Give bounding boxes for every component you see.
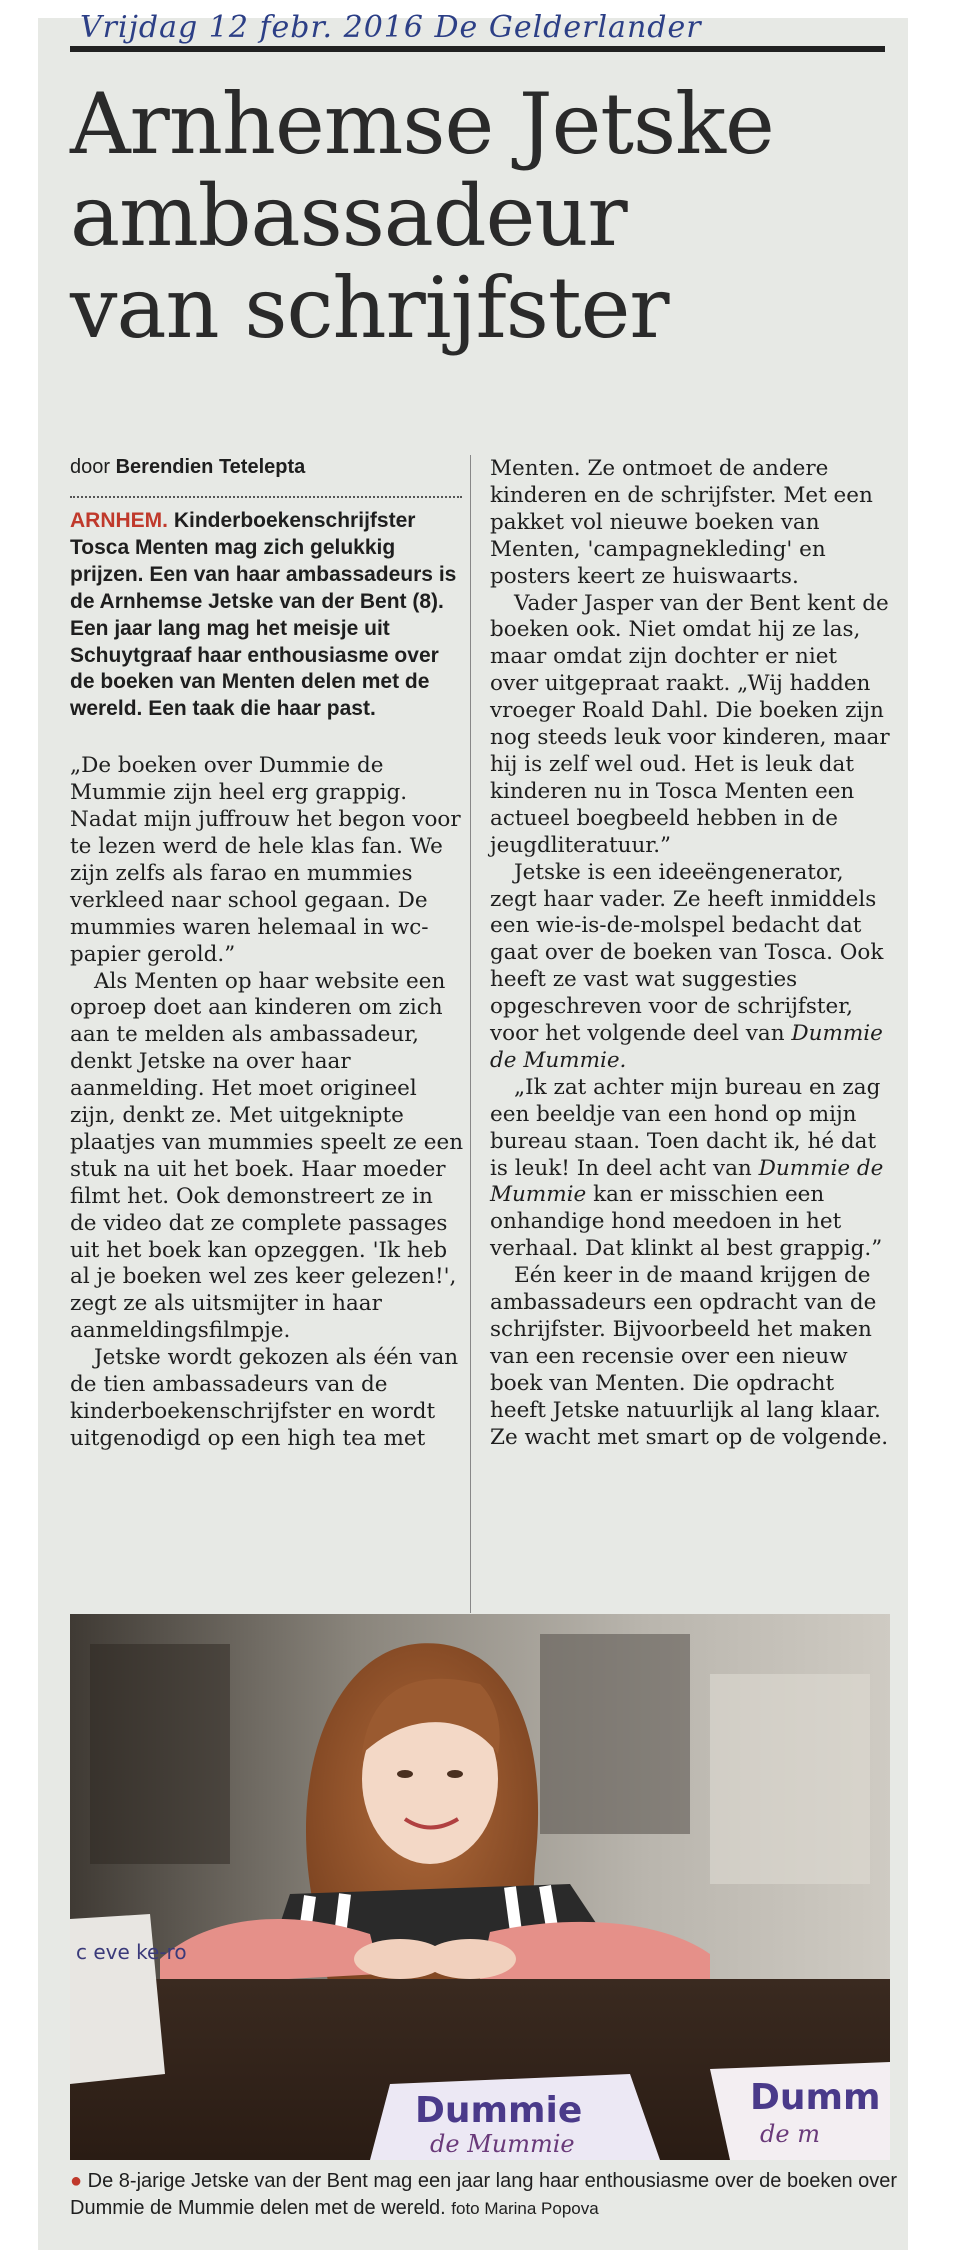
mug-text: c eve ke-ro	[76, 1940, 187, 1964]
book-title-2: Dumm	[750, 2077, 881, 2118]
body-paragraph: Eén keer in de maand krijgen de ambassadeurs een opdracht van de schrijfster. Bijvoorbeeld het maken van een recensie over een nieuw boek van Menten. Die opdracht heeft Jetske natuurlijk al lang klaar. Ze wacht met smart op de volgende.	[490, 1263, 889, 1450]
article-photo	[70, 1614, 890, 2160]
headline-line-1: Arnhemse Jetske	[70, 75, 774, 173]
headline-line-3: van schrijfster	[70, 259, 669, 357]
lead-text: Kinderboekenschrijfster Tosca Menten mag zich gelukkig prijzen. Een van haar ambassadeurs is de Arnhemse Jetske van der Bent (8). Een jaar lang mag het meisje uit Schuytgraaf haar enthousiasme over de boeken van Menten delen met de wereld. Een taak die haar past.	[70, 509, 457, 721]
book-title: Dummie de Mummie.	[490, 1021, 883, 1073]
headline-line-2: ambassadeur	[70, 167, 627, 265]
body-paragraph: „De boeken over Dummie de Mummie zijn heel erg grappig. Nadat mijn juffrouw het begon voor te lezen werd de hele klas fan. We zijn zelfs als farao en mummies verkleed naar school gegaan. De mummies waren helemaal in wc-papier gerold.”	[70, 753, 461, 967]
caption-text: De 8-jarige Jetske van der Bent mag een jaar lang haar enthousiasme over de boeken over Dummie de Mummie delen met de wereld.	[70, 2170, 898, 2219]
lead-paragraph	[70, 508, 465, 723]
book-subtitle-2: de m	[760, 2120, 820, 2148]
headline	[70, 75, 890, 357]
article-column-left	[70, 508, 465, 1453]
body-paragraph: Als Menten op haar website een oproep doet aan kinderen om zich aan te melden als ambassadeur, denkt Jetske na over haar aanmelding. Het moet origineel zijn, denkt ze. Met uitgeknipte plaatjes van mummies speelt ze een stuk na uit het boek. Haar moeder filmt het. Ook demonstreert ze in de video dat ze complete passages uit het boek kan opzeggen. 'Ik heb al je boeken wel zes keer gelezen!', zegt ze als uitsmijter in haar aanmeldingsfilmpje.	[70, 968, 464, 1344]
article-column-right	[490, 456, 890, 1452]
byline-divider	[70, 496, 462, 498]
book-title: Dummie de Mummie	[490, 1155, 884, 1208]
book-subtitle-1: de Mummie	[430, 2130, 575, 2158]
column-divider	[470, 455, 471, 1613]
handwritten-date-note: Vrijdag 12 febr. 2016 De Gelderlander	[80, 10, 702, 45]
byline-prefix: door	[70, 456, 111, 478]
dateline-city: ARNHEM.	[70, 509, 168, 532]
body-paragraph	[490, 860, 890, 1075]
byline	[70, 456, 305, 479]
body-paragraph	[490, 1075, 890, 1263]
byline-author: Berendien Tetelepta	[115, 456, 306, 478]
body-paragraph: Vader Jasper van der Bent kent de boeken ook. Niet omdat hij ze las, maar omdat zijn dochter er niet over uitgepraat raakt. „Wij hadden vroeger Roald Dahl. Die boeken zijn nog steeds leuk voor kinderen, maar hij is zelf wel oud. Het is leuk dat kinderen nu in Tosca Menten een actueel boegbeeld hebben in de jeugdliteratuur.”	[490, 590, 890, 858]
body-paragraph: Menten. Ze ontmoet de andere kinderen en de schrijfster. Met een pakket vol nieuwe boeken van Menten, 'campagnekleding' en posters keert ze huiswaarts.	[490, 456, 873, 589]
body-paragraph: Jetske wordt gekozen als één van de tien ambassadeurs van de kinderboekenschrijfster en wordt uitgenodigd op een high tea met	[70, 1345, 459, 1451]
paragraph-text: Jetske is een ideeëngenerator, zegt haar vader. Ze heeft inmiddels een wie-is-de-molspel bedacht dat gaat over de boeken van Tosca. Ook heeft ze vast wat suggesties opgeschreven voor de schrijfster, voor het volgende deel van	[490, 859, 884, 1047]
top-rule	[70, 46, 885, 52]
paragraph-text: kan er misschien een onhandige hond meedoen in het verhaal. Dat klinkt al best grappig.”	[490, 1182, 883, 1262]
paragraph-text: „Ik zat achter mijn bureau en zag een beeldje van een hond op mijn bureau staan. Toen dacht ik, hé dat is leuk! In deel acht van	[490, 1074, 881, 1181]
book-title-1: Dummie	[415, 2090, 583, 2131]
photo-caption	[70, 2168, 900, 2222]
photo-credit: foto Marina Popova	[451, 2199, 599, 2218]
caption-bullet: ●	[70, 2170, 83, 2192]
